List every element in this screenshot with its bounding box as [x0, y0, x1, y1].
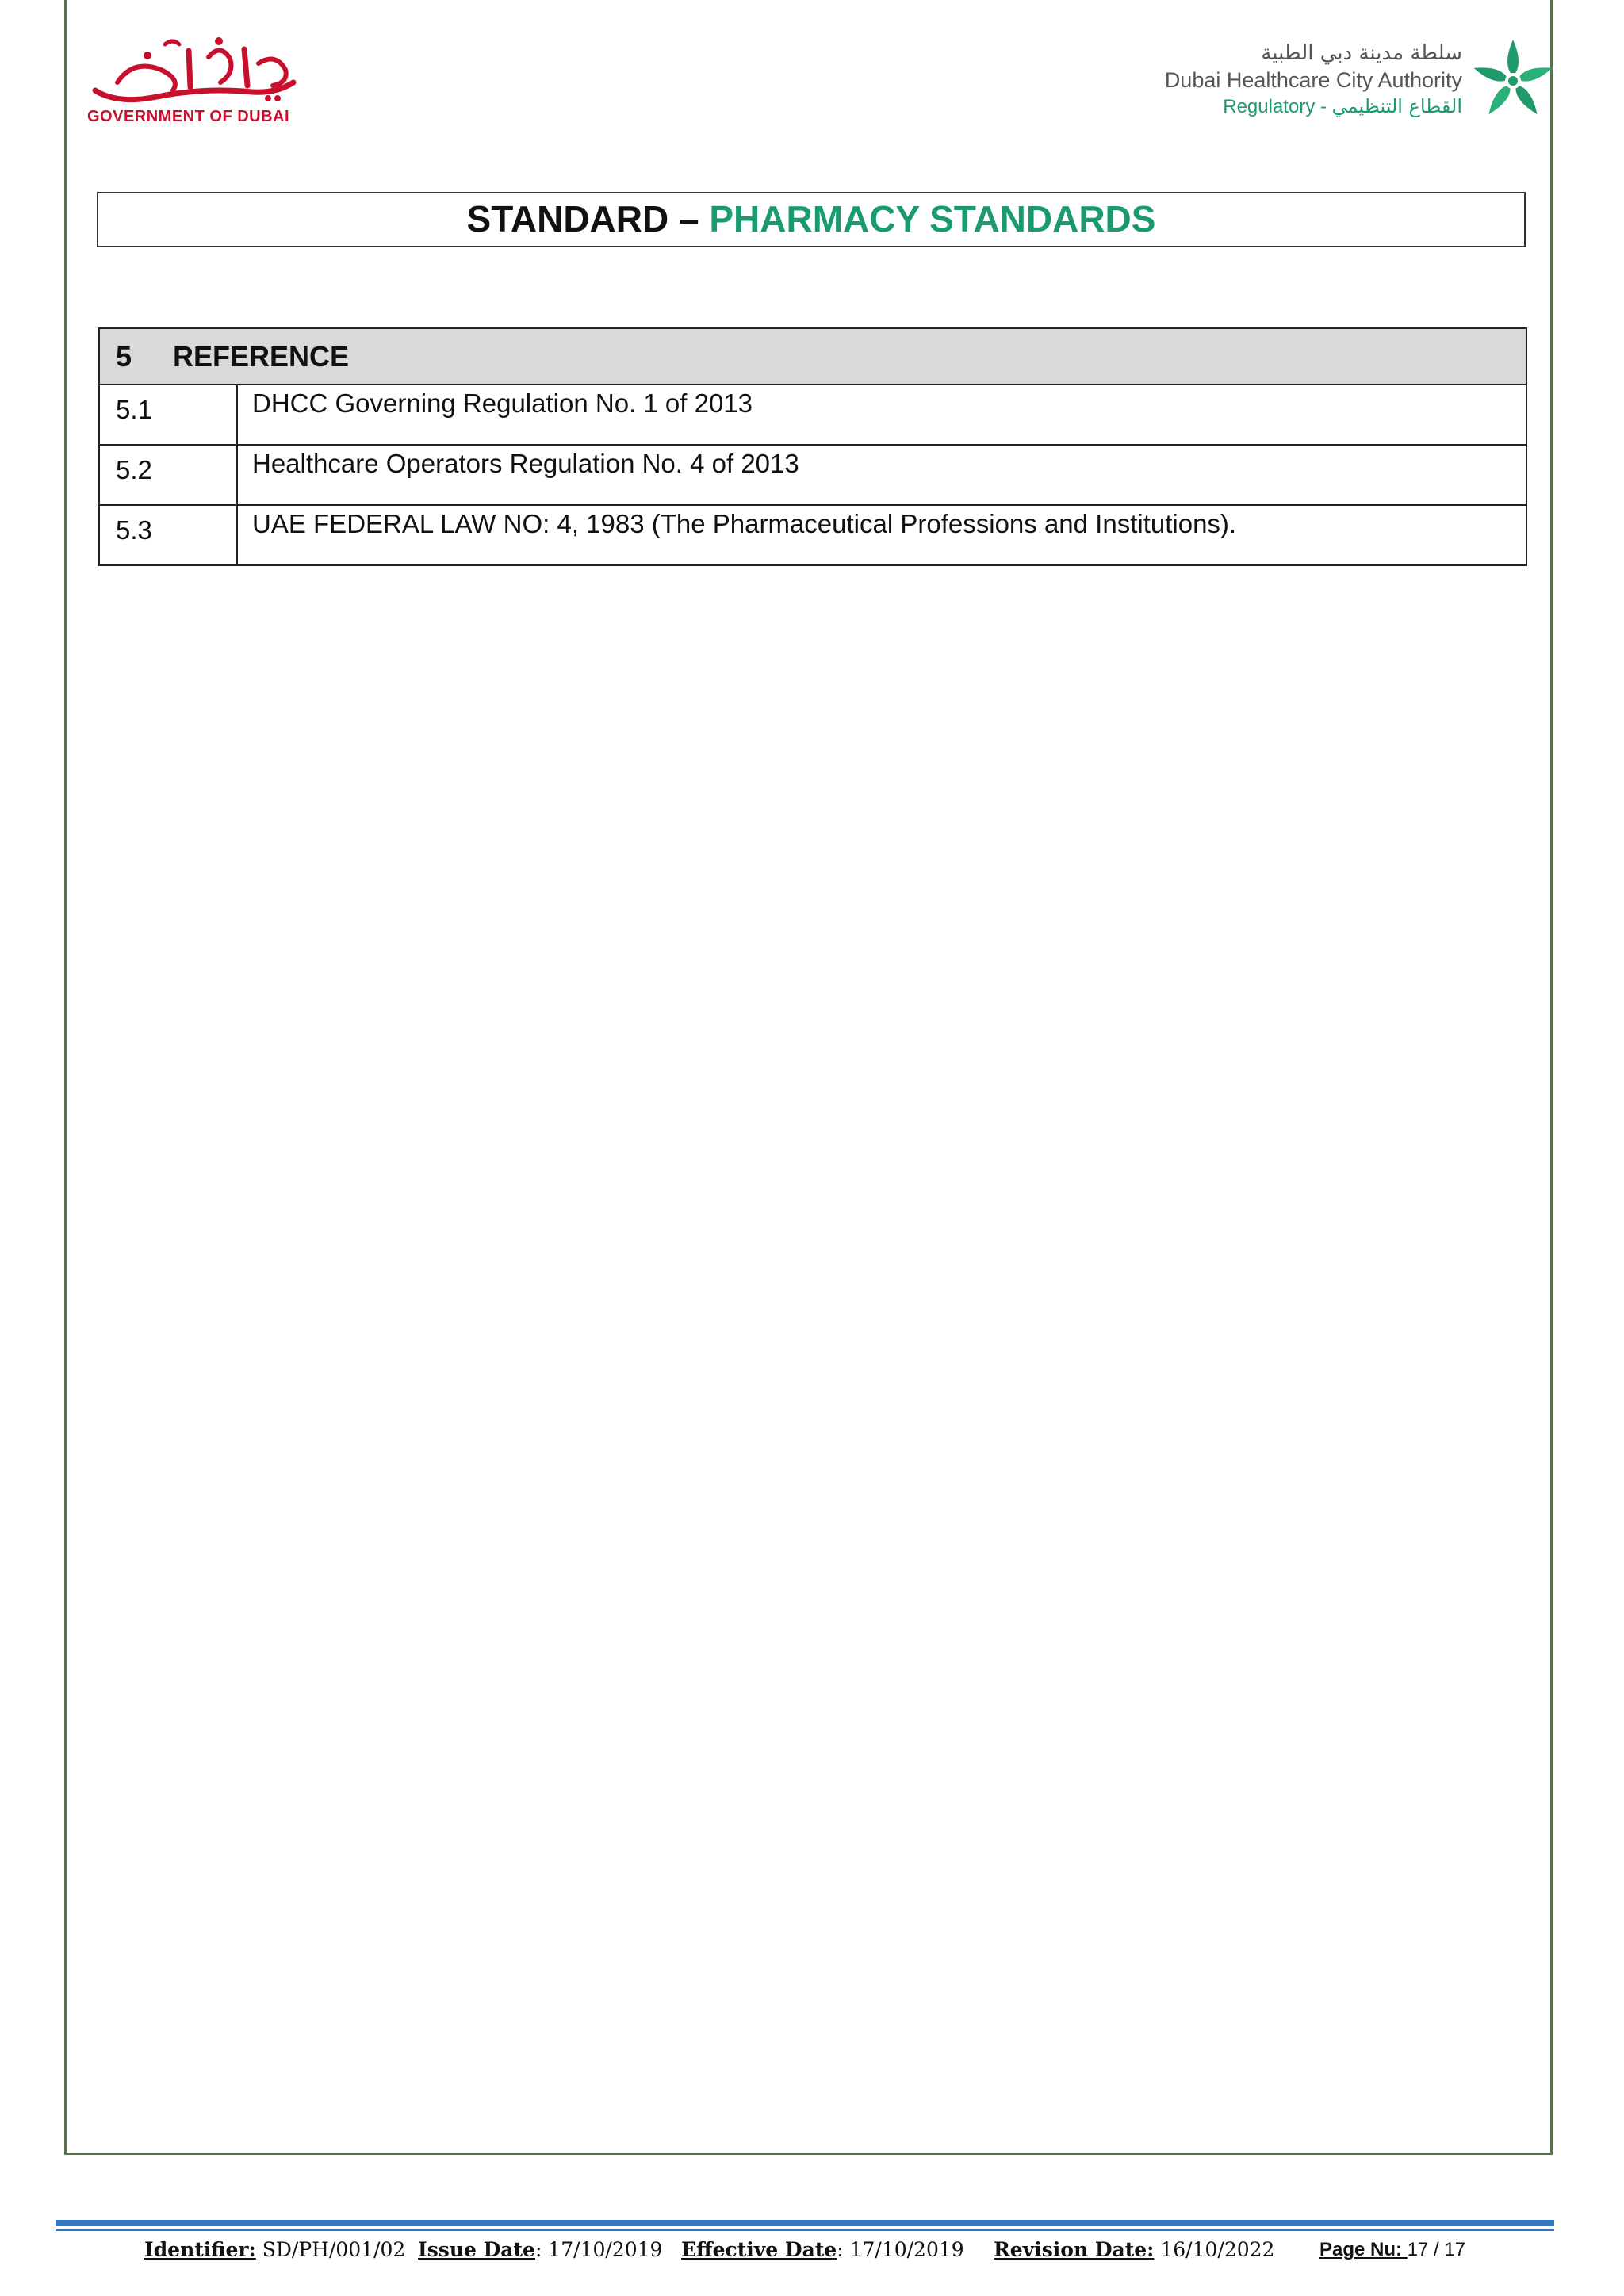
reference-table-header [99, 328, 1526, 385]
reference-table [98, 327, 1527, 566]
footer-effective-date [681, 2234, 964, 2266]
title-prefix: STANDARD – [466, 198, 710, 239]
dhca-regulatory-ar: القطاع التنظيمي [1331, 95, 1462, 117]
identifier-label: Identifier: [144, 2238, 256, 2261]
reference-number: 5.1 [99, 385, 237, 445]
gov-logo-text: GOVERNMENT OF DUBAI [87, 108, 290, 125]
effective-date-value: : 17/10/2019 [837, 2238, 964, 2261]
table-row [99, 385, 1526, 445]
gov-dubai-calligraphy-icon [86, 35, 300, 108]
table-row [99, 445, 1526, 505]
dhca-regulatory-en: Regulatory - [1223, 96, 1327, 117]
reference-text: Healthcare Operators Regulation No. 4 of 2013 [237, 445, 1526, 505]
document-title-box [97, 192, 1526, 247]
footer-revision-date [994, 2234, 1274, 2266]
reference-number: 5.3 [99, 505, 237, 565]
dhca-regulatory-line [1165, 94, 1462, 120]
government-of-dubai-logo [86, 35, 300, 130]
dhca-logo-text [1165, 40, 1462, 120]
identifier-value: SD/PH/001/02 [255, 2238, 406, 2261]
footer-issue-date [418, 2234, 662, 2266]
page-number-value: 17 / 17 [1407, 2239, 1466, 2260]
issue-date-value: : 17/10/2019 [534, 2238, 663, 2261]
footer-page-number [1320, 2234, 1465, 2266]
reference-text: DHCC Governing Regulation No. 1 of 2013 [237, 385, 1526, 445]
title-standard-name: PHARMACY STANDARDS [709, 198, 1156, 239]
dhca-star-icon [1472, 35, 1554, 124]
table-row [99, 505, 1526, 565]
issue-date-label: Issue Date [418, 2238, 535, 2261]
footer-identifier [144, 2234, 405, 2266]
revision-date-label: Revision Date: [994, 2238, 1155, 2261]
reference-section-heading [99, 328, 1526, 385]
section-heading: REFERENCE [173, 339, 350, 373]
footer-rule [56, 2220, 1554, 2226]
page-number-label: Page Nu: [1320, 2239, 1408, 2260]
dhca-english-name: Dubai Healthcare City Authority [1164, 68, 1462, 92]
footer-rule-thin [56, 2229, 1554, 2231]
effective-date-label: Effective Date [681, 2238, 837, 2261]
page-frame [64, 0, 1553, 2155]
dhca-arabic-name: سلطة مدينة دبي الطبية [1261, 41, 1462, 65]
dhca-logo [1110, 35, 1554, 130]
revision-date-value: 16/10/2022 [1154, 2238, 1275, 2261]
reference-number: 5.2 [99, 445, 237, 505]
section-number: 5 [116, 339, 132, 373]
reference-text: UAE FEDERAL LAW NO: 4, 1983 (The Pharmaceutical Professions and Institutions). [237, 505, 1526, 565]
